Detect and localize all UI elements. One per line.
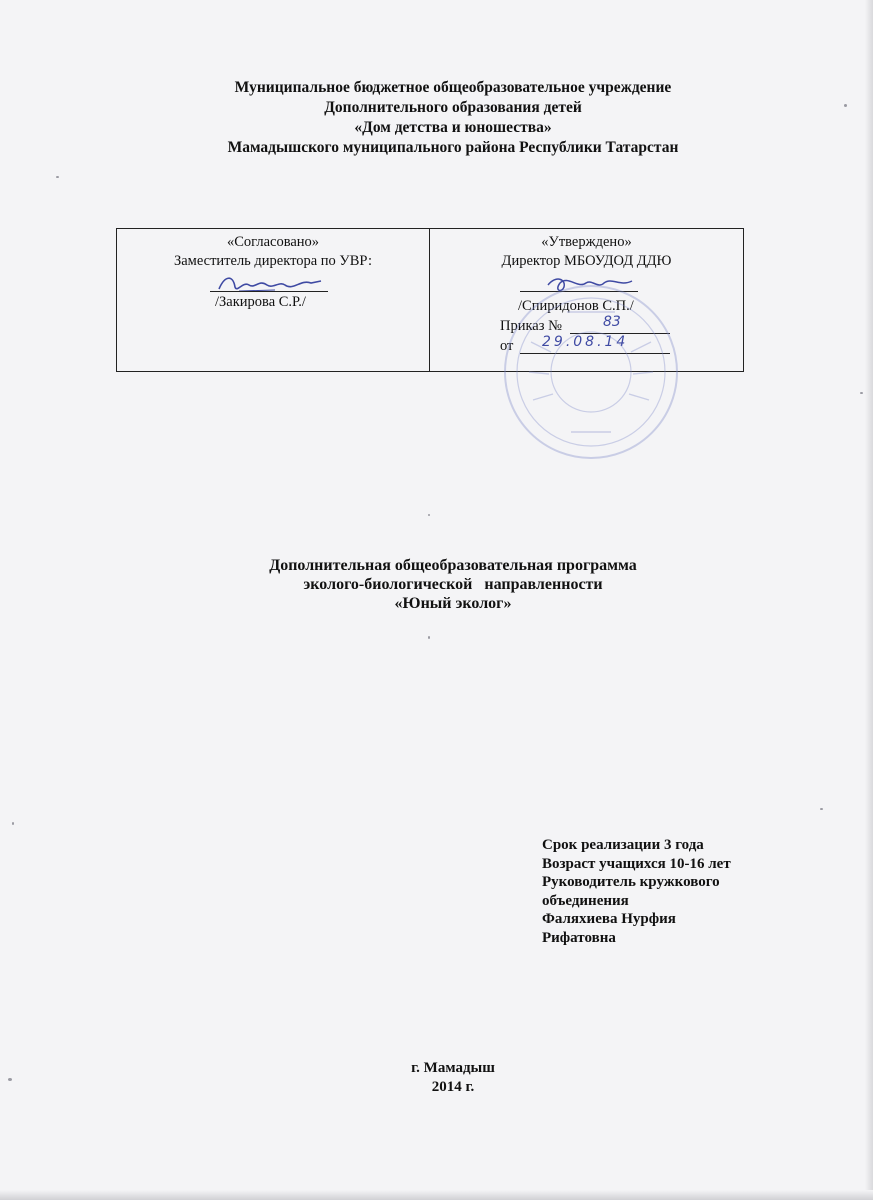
program-details (542, 836, 782, 947)
scan-speck (820, 808, 823, 810)
agreed-heading: «Согласовано» (226, 234, 320, 250)
approval-agreed-cell (117, 229, 430, 371)
detail-line: объединения (542, 892, 629, 909)
detail-line: Рифатовна (542, 929, 616, 946)
scan-speck (860, 392, 863, 394)
institution-header (0, 78, 873, 158)
year: 2014 г. (431, 1079, 475, 1095)
detail-line: Возраст учащихся 10-16 лет (542, 855, 731, 872)
signature-line (210, 291, 328, 292)
header-line: Дополнительного образования детей (324, 99, 582, 116)
detail-line: Фаляхиева Нурфия (542, 911, 676, 927)
agreed-position: Заместитель директора по УВР: (173, 253, 373, 269)
detail-line: Руководитель кружкового (542, 874, 720, 890)
approved-position: Директор МБОУДОД ДДЮ (501, 253, 672, 269)
page-edge-shadow-bottom (0, 1190, 873, 1200)
approved-name: /Спиридонов С.П./ (518, 298, 634, 314)
detail-line: Срок реализации 3 года (542, 837, 704, 853)
approved-heading: «Утверждено» (541, 234, 632, 250)
title-line: «Юный эколог» (394, 595, 512, 612)
scan-speck (428, 636, 430, 639)
title-line: эколого-биологической направленности (303, 576, 603, 593)
header-line: Мамадышского муниципального района Республики Татарстан (227, 139, 679, 156)
scan-speck (56, 176, 59, 178)
scan-speck (12, 822, 14, 825)
place-and-year (0, 1059, 873, 1097)
scan-speck (428, 514, 430, 516)
date-label: от (500, 338, 514, 354)
header-line: «Дом детства и юношества» (354, 119, 552, 136)
header-line: Муниципальное бюджетное общеобразовательное учреждение (234, 79, 672, 96)
order-date: 29.08.14 (542, 334, 629, 350)
official-stamp-seal (501, 282, 681, 462)
order-number: 83 (603, 314, 621, 330)
order-label: Приказ № (500, 318, 562, 334)
agreed-name: /Закирова С.Р./ (215, 294, 306, 310)
program-title (0, 556, 873, 613)
city: г. Мамадыш (411, 1060, 495, 1076)
title-line: Дополнительная общеобразовательная программа (269, 557, 637, 574)
